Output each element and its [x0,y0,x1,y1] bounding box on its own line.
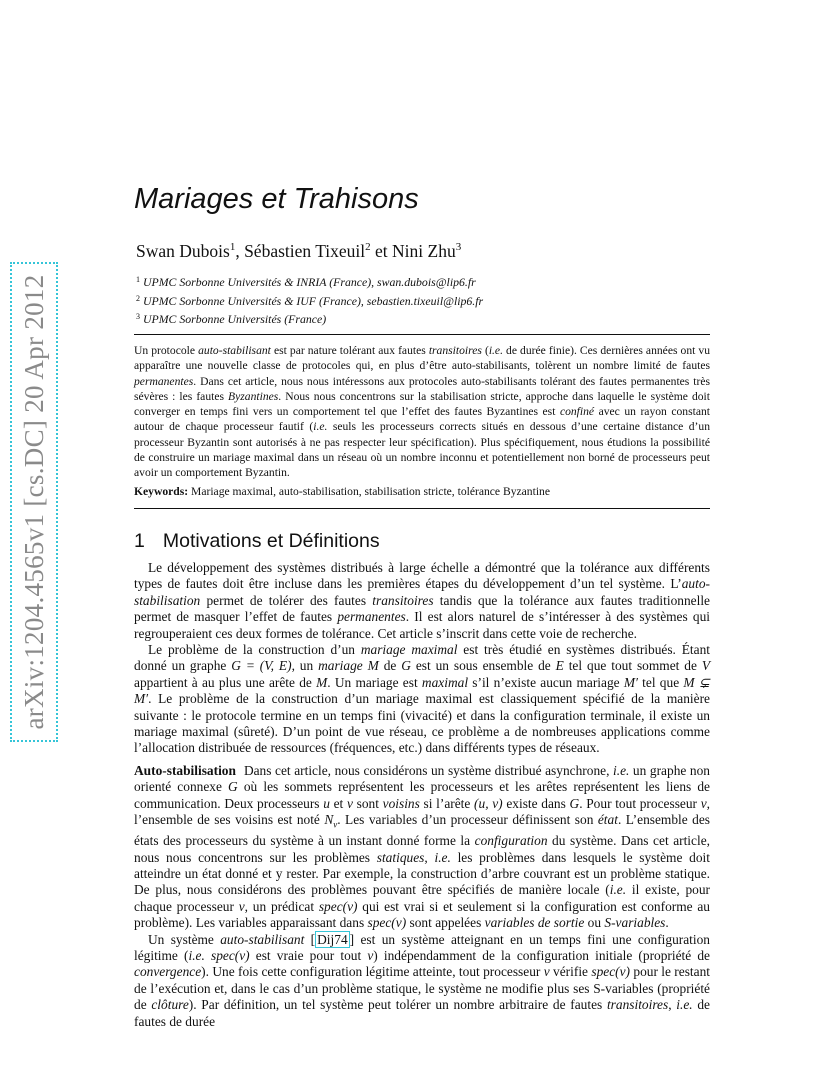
affiliation-number: 2 [136,293,140,303]
affiliation [136,272,483,291]
abstract: Un protocole auto-stabilisant est par nature tolérant aux fautes transitoires (i.e. de durée finie). Ces dernières années ont vu apparaître une nouvelle classe de protocoles qui, en plus d’être auto-stabilisants, tolèrent un nombre limité de fautes permanentes. Dans cet article, nous nous intéressons aux protocoles auto-stabilisants tolérant des fautes permanentes très sévères : les fautes Byzantines. Nous nous concentrons sur la stabilisation stricte, approche dans laquelle le système doit converger en temps fini vers un comportement tel que l’effet des fautes Byzantines est confiné avec un rayon constant autour de chaque processeur fautif (i.e. seuls les processeurs corrects situés en dessous d’une certaine distance d’un processeur Byzantin sont autorisés à ne pas respecter leur spécification). Plus spécifiquement, nous étudions la possibilité de construire un mariage maximal dans un réseau où un nombre inconnu et potentiellement non borné de processeurs peut avoir un comportement Byzantin. [134,344,711,480]
affiliation [136,309,483,328]
section-heading [134,530,380,553]
body-text [134,560,710,1030]
keywords-text: Mariage maximal, auto-stabilisation, stabilisation stricte, tolérance Byzantine [188,485,550,498]
paragraph: Auto-stabilisation Dans cet article, nous considérons un système distribué asynchrone, i.e. un graphe non orienté connexe G où les sommets représentent les processeurs et les arêtes représentent les liens de communication. Deux processeurs u et v sont voisins si l’arête (u, v) existe dans G. Pour tout processeur v, l’ensemble de ses voisins est noté $N_v$. Les variables d’un processeur définissent son état. L’ensemble des états des processeurs du système à un instant donné forme la configuration du système. Dans cet article, nous nous concentrons sur les problèmes statiques, i.e. les problèmes dans lesquels le système doit atteindre un état donné et y rester. Par exemple, la construction d’arbre couvrant est un problème statique. De plus, nous considérons des problèmes pouvant être spécifiés de manière locale (i.e. il existe, pour chaque processeur v, un prédicat spec(v) qui est vrai si et seulement si la configuration est conforme au problème). Les variables apparaissant dans spec(v) sont appelées variables de sortie ou S-variables. [134,762,711,931]
author-affil-mark: 2 [365,241,371,253]
arxiv-id: arXiv:1204.4565v1 [cs.DC] 20 Apr 2012 [10,262,58,742]
author-name: Nini Zhu [392,241,456,261]
author-name: Sébastien Tixeuil [244,241,366,261]
author-affil-mark: 1 [229,241,236,253]
section-number: 1 [134,530,145,552]
affiliation [136,291,483,310]
affiliation-text: UPMC Sorbonne Universités & INRIA (France), swan.dubois@lip6.fr [143,275,476,289]
author-separator: , [235,241,245,261]
keywords [134,484,710,499]
paragraph: Le développement des systèmes distribués à large échelle a démontré que la tolérance aux différents types de fautes doit être incluse dans les premières étapes du développement d’un tel système. L’auto-stabilisation permet de tolérer des fautes transitoires tandis que la tolérance aux fautes traditionnelle permet de masquer l’effet de fautes permanentes. Il est alors naturel de s’intéresser à des systèmes qui regrouperaient ces deux formes de tolérance. Cet article s’inscrit dans cette voie de recherche. [134,560,710,641]
affiliation-number: 1 [136,275,140,284]
keywords-label: Keywords: [134,485,189,498]
paragraph: Le problème de la construction d’un mariage maximal est très étudié en systèmes distribués. Étant donné un graphe G = (V, E), un mariage M de G est un sous ensemble de E tel que tout sommet de V appartient à au plus une arête de M. Un mariage est maximal s’il n’existe aucun mariage M′ tel que M ⊊ M′. Le problème de la construction d’un mariage maximal est classiquement spécifié de la manière suivante : le protocole termine en un temps fini (vivacité) et dans la configuration terminale, il existe un mariage maximal (sûreté). D’un point de vue réseau, ce problème a de nombreuses applications comme l’allocation distribuée de ressources (fréquences, etc.) dans différents types de réseaux. [134,642,710,756]
affiliation-text: UPMC Sorbonne Universités (France) [143,312,327,326]
section-title: Motivations et Définitions [162,530,380,552]
abstract-bottom-rule [134,508,710,509]
affiliation-number: 3 [136,312,140,321]
arxiv-stamp [10,262,58,742]
author-list [136,241,461,262]
paper-title: Mariages et Trahisons [134,183,419,215]
citation-link[interactable]: Dij74 [317,931,348,947]
author-affil-mark: 3 [455,241,462,253]
abstract-top-rule [134,334,710,335]
paragraph-runin-heading: Auto-stabilisation [134,762,236,778]
paragraph: Un système auto-stabilisant [ Dij74 ] est un système atteignant en un temps fini une configuration légitime (i.e. spec(v) est vraie pour tout v) indépendamment de la configuration initiale (propriété de convergence). Une fois cette configuration légitime atteinte, tout processeur v vérifie spec(v) pour le restant de l’exécution et, dans le cas d’un problème statique, le système ne modifie plus ses S-variables (propriété de clôture). Par définition, un tel système peut tolérer un nombre arbitraire de fautes transitoires, i.e. de fautes de durée [134,931,711,1029]
author-separator: et [370,241,393,261]
affiliation-list [136,272,483,328]
affiliation-text: UPMC Sorbonne Universités & IUF (France), sebastien.tixeuil@lip6.fr [143,293,484,308]
author-name: Swan Dubois [136,241,230,261]
